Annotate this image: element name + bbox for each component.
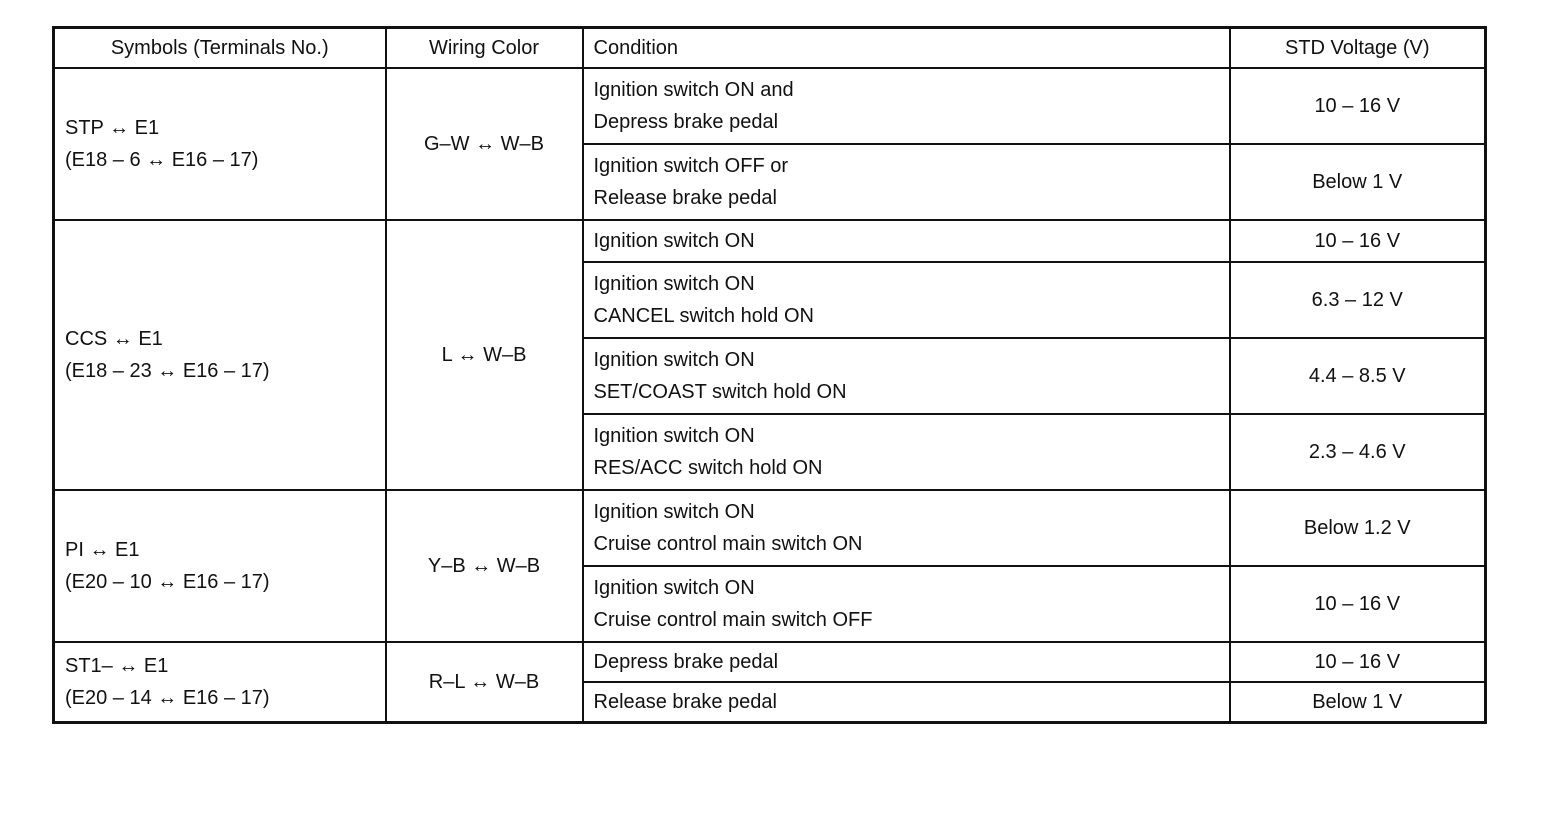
- condition-line: Depress brake pedal: [593, 651, 779, 673]
- condition-line: RES/ACC switch hold ON: [593, 457, 823, 479]
- condition-cell: [583, 682, 1230, 723]
- header-symbols: Symbols (Terminals No.): [54, 28, 386, 69]
- condition-cell: [583, 338, 1230, 414]
- condition-line: Ignition switch ON: [593, 230, 755, 252]
- header-wiring-color: Wiring Color: [386, 28, 583, 69]
- header-std-voltage: STD Voltage (V): [1230, 28, 1486, 69]
- table-row: [54, 220, 1486, 262]
- condition-line: Ignition switch ON: [593, 577, 755, 599]
- condition-line: SET/COAST switch hold ON: [593, 381, 847, 403]
- condition-line: Cruise control main switch OFF: [593, 609, 873, 631]
- condition-line: Ignition switch ON and: [593, 79, 794, 101]
- voltage-cell: 10 – 16 V: [1230, 220, 1486, 262]
- voltage-cell: Below 1 V: [1230, 682, 1486, 723]
- condition-line: Release brake pedal: [593, 187, 777, 209]
- symbol-name: ST1– ↔ E1: [65, 655, 169, 677]
- condition-cell: [583, 642, 1230, 682]
- table-row: [54, 68, 1486, 144]
- condition-line: Ignition switch ON: [593, 349, 755, 371]
- terminal-numbers: (E20 – 10 ↔ E16 – 17): [65, 571, 270, 593]
- voltage-spec-table: [52, 26, 1487, 724]
- table-row: [54, 490, 1486, 566]
- voltage-cell: Below 1.2 V: [1230, 490, 1486, 566]
- condition-cell: [583, 566, 1230, 642]
- condition-cell: [583, 144, 1230, 220]
- condition-cell: [583, 262, 1230, 338]
- symbol-cell: [54, 220, 386, 490]
- symbol-name: CCS ↔ E1: [65, 328, 163, 350]
- condition-line: Ignition switch ON: [593, 501, 755, 523]
- voltage-cell: 10 – 16 V: [1230, 68, 1486, 144]
- wiring-color-cell: L ↔ W–B: [386, 220, 583, 490]
- voltage-cell: 6.3 – 12 V: [1230, 262, 1486, 338]
- voltage-cell: 2.3 – 4.6 V: [1230, 414, 1486, 490]
- condition-cell: [583, 414, 1230, 490]
- symbol-name: PI ↔ E1: [65, 539, 140, 561]
- symbol-name: STP ↔ E1: [65, 117, 160, 139]
- voltage-cell: 4.4 – 8.5 V: [1230, 338, 1486, 414]
- symbol-cell: [54, 642, 386, 723]
- condition-line: CANCEL switch hold ON: [593, 305, 814, 327]
- condition-cell: [583, 490, 1230, 566]
- terminal-numbers: (E18 – 23 ↔ E16 – 17): [65, 360, 270, 382]
- terminal-numbers: (E20 – 14 ↔ E16 – 17): [65, 687, 270, 709]
- condition-line: Ignition switch ON: [593, 425, 755, 447]
- condition-cell: [583, 68, 1230, 144]
- terminal-numbers: (E18 – 6 ↔ E16 – 17): [65, 149, 259, 171]
- voltage-cell: 10 – 16 V: [1230, 566, 1486, 642]
- wiring-color-cell: G–W ↔ W–B: [386, 68, 583, 220]
- condition-line: Ignition switch ON: [593, 273, 755, 295]
- voltage-cell: 10 – 16 V: [1230, 642, 1486, 682]
- voltage-cell: Below 1 V: [1230, 144, 1486, 220]
- header-condition: Condition: [583, 28, 1230, 69]
- wiring-color-cell: R–L ↔ W–B: [386, 642, 583, 723]
- wiring-color-cell: Y–B ↔ W–B: [386, 490, 583, 642]
- table-row: [54, 642, 1486, 682]
- condition-line: Release brake pedal: [593, 691, 777, 713]
- symbol-cell: [54, 490, 386, 642]
- condition-line: Ignition switch OFF or: [593, 155, 789, 177]
- symbol-cell: [54, 68, 386, 220]
- condition-line: Cruise control main switch ON: [593, 533, 863, 555]
- condition-line: Depress brake pedal: [593, 111, 779, 133]
- header-row: [54, 28, 1486, 69]
- condition-cell: [583, 220, 1230, 262]
